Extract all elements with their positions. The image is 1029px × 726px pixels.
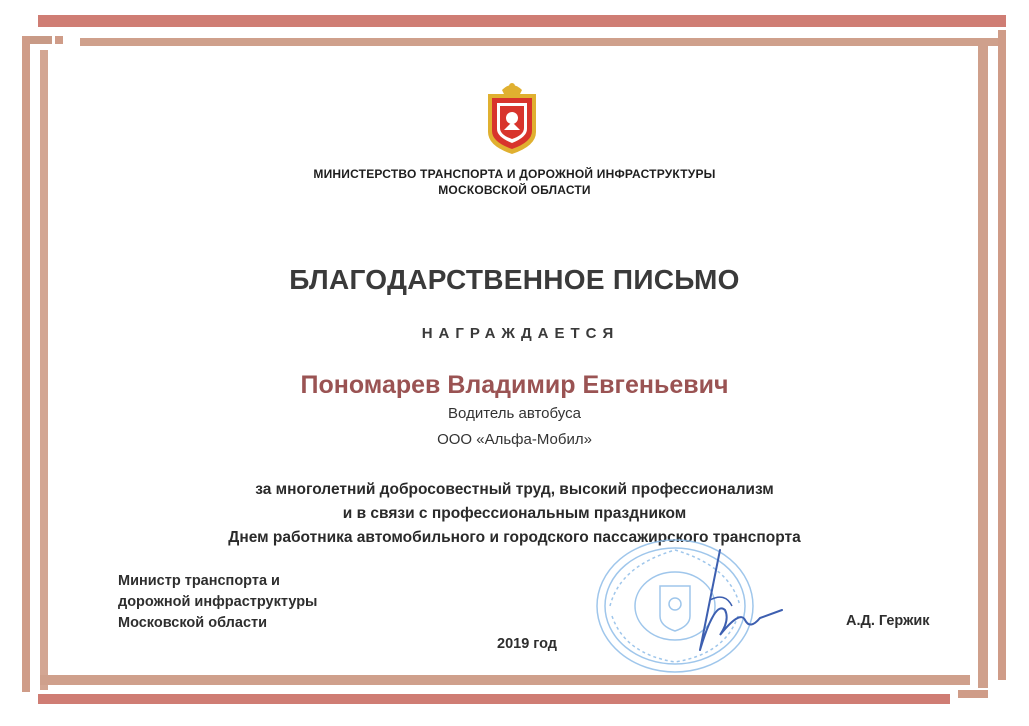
ministry-line-1: МИНИСТЕРСТВО ТРАНСПОРТА И ДОРОЖНОЙ ИНФРАСТРУКТУРЫ (313, 167, 716, 181)
issue-year: 2019 год (497, 636, 558, 652)
recipient-position: Водитель автобуса (448, 405, 581, 422)
document-title: БЛАГОДАРСТВЕННОЕ ПИСЬМО (289, 264, 740, 295)
signature (670, 540, 790, 660)
signatory-title-line-2: дорожной инфраструктуры (118, 594, 318, 610)
recipient-name: Пономарев Владимир Евгеньевич (300, 371, 729, 399)
signatory-title (118, 571, 317, 634)
signatory-title-line-1: Министр транспорта и (118, 573, 280, 589)
ministry-header (0, 166, 1029, 198)
recipient-company: ООО «Альфа-Мобил» (437, 431, 592, 448)
award-reason (0, 478, 1029, 550)
awarded-label: НАГРАЖДАЕТСЯ (421, 325, 620, 342)
signatory-title-line-3: Московской области (118, 615, 268, 631)
coat-of-arms-icon (482, 80, 542, 156)
reason-line-3: Днем работника автомобильного и городского пассажирского транспорта (228, 529, 801, 546)
ministry-line-2: МОСКОВСКОЙ ОБЛАСТИ (438, 183, 591, 197)
signatory-name: А.Д. Гержик (846, 613, 930, 629)
reason-line-2: и в связи с профессиональным праздником (342, 505, 687, 522)
reason-line-1: за многолетний добросовестный труд, высокий профессионализм (255, 481, 774, 498)
